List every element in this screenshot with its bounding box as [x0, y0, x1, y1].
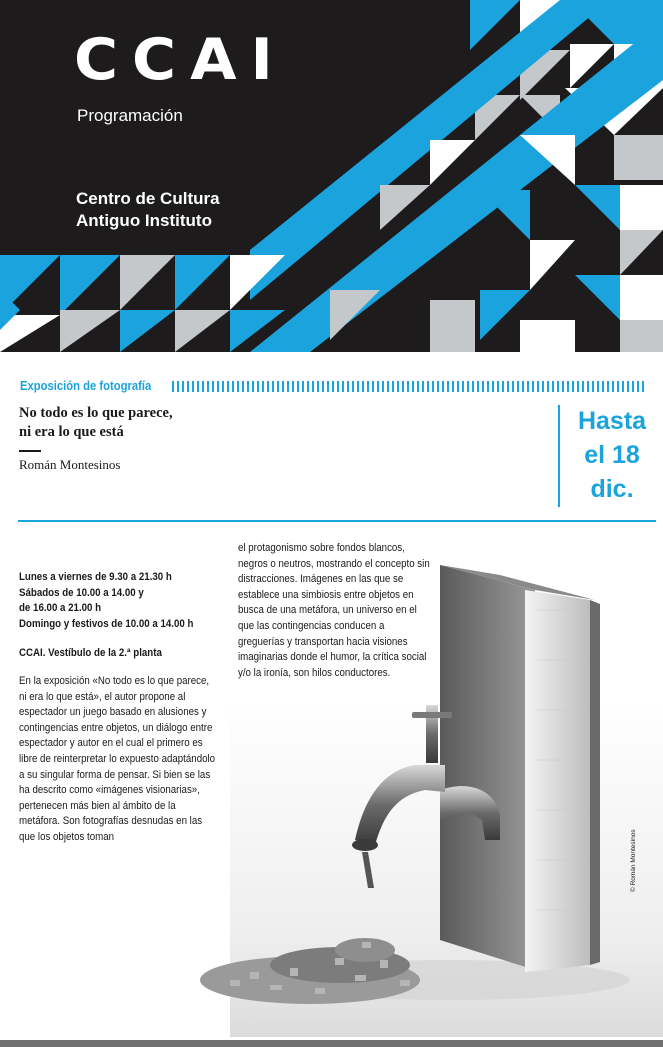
horizontal-rule — [18, 520, 656, 522]
until-date — [566, 404, 658, 506]
until-line3: dic. — [590, 475, 634, 503]
until-line1: Hasta — [577, 407, 647, 435]
schedule-line1: Lunes a viernes de 9.30 a 21.30 h — [19, 571, 172, 583]
center-name — [76, 188, 220, 232]
column-left — [19, 570, 219, 846]
photo-credit: © Román Montesinos — [630, 829, 637, 892]
schedule-line3: de 16.00 a 21.00 h — [19, 602, 102, 615]
title-line2: ni era lo que está — [19, 424, 124, 440]
title-line1: No todo es lo que parece, — [19, 405, 173, 421]
schedule-line2: Sábados de 10.00 a 14.00 y — [19, 586, 144, 599]
center-name-line1: Centro de Cultura — [76, 189, 220, 208]
until-line2: el 18 — [584, 441, 640, 469]
schedule — [19, 570, 219, 632]
schedule-line4: Domingo y festivos de 10.00 a 14.00 h — [19, 617, 194, 630]
center-name-line2: Antiguo Instituto — [76, 211, 212, 230]
author: Román Montesinos — [19, 457, 121, 472]
description-right: el protagonismo sobre fondos blancos, negros o neutros, mostrando el concepto sin distracciones. Imágenes en las que se establece una simbiosis entre objetos en busca de una metáfora, un universo en el que las contingencias conducen a greguerías y transportan hacia visiones imaginarias donde el humor, la crítica social y/o la ironía, son hilos conductores. — [238, 542, 430, 679]
vertical-divider — [558, 405, 560, 507]
divider-dash — [19, 450, 41, 452]
category-row — [20, 379, 646, 395]
category-label: Exposición de fotografía — [20, 379, 152, 393]
subtitle: Programación — [77, 106, 183, 125]
header-banner — [0, 0, 663, 352]
venue: CCAI. Vestíbulo de la 2.ª planta — [19, 647, 162, 660]
event-title — [19, 404, 173, 442]
bottom-border — [0, 1040, 663, 1047]
category-bars — [172, 381, 646, 392]
description-left: En la exposición «No todo es lo que parece, ni era lo que está», el autor propone al espectador un juego basado en alusiones y contingencias entre objetos, un diálogo entre espectador y autor en el cual el primero es libre de reinterpretar lo expuesto adaptándolo a su singular forma de pensar. Si bien se las ha descrito como «imágenes visionarias», pertenecen más bien al ámbito de la metáfora. Son fotografías desnudas en las que los objetos toman — [19, 674, 216, 843]
logo: CCAI — [74, 26, 287, 94]
